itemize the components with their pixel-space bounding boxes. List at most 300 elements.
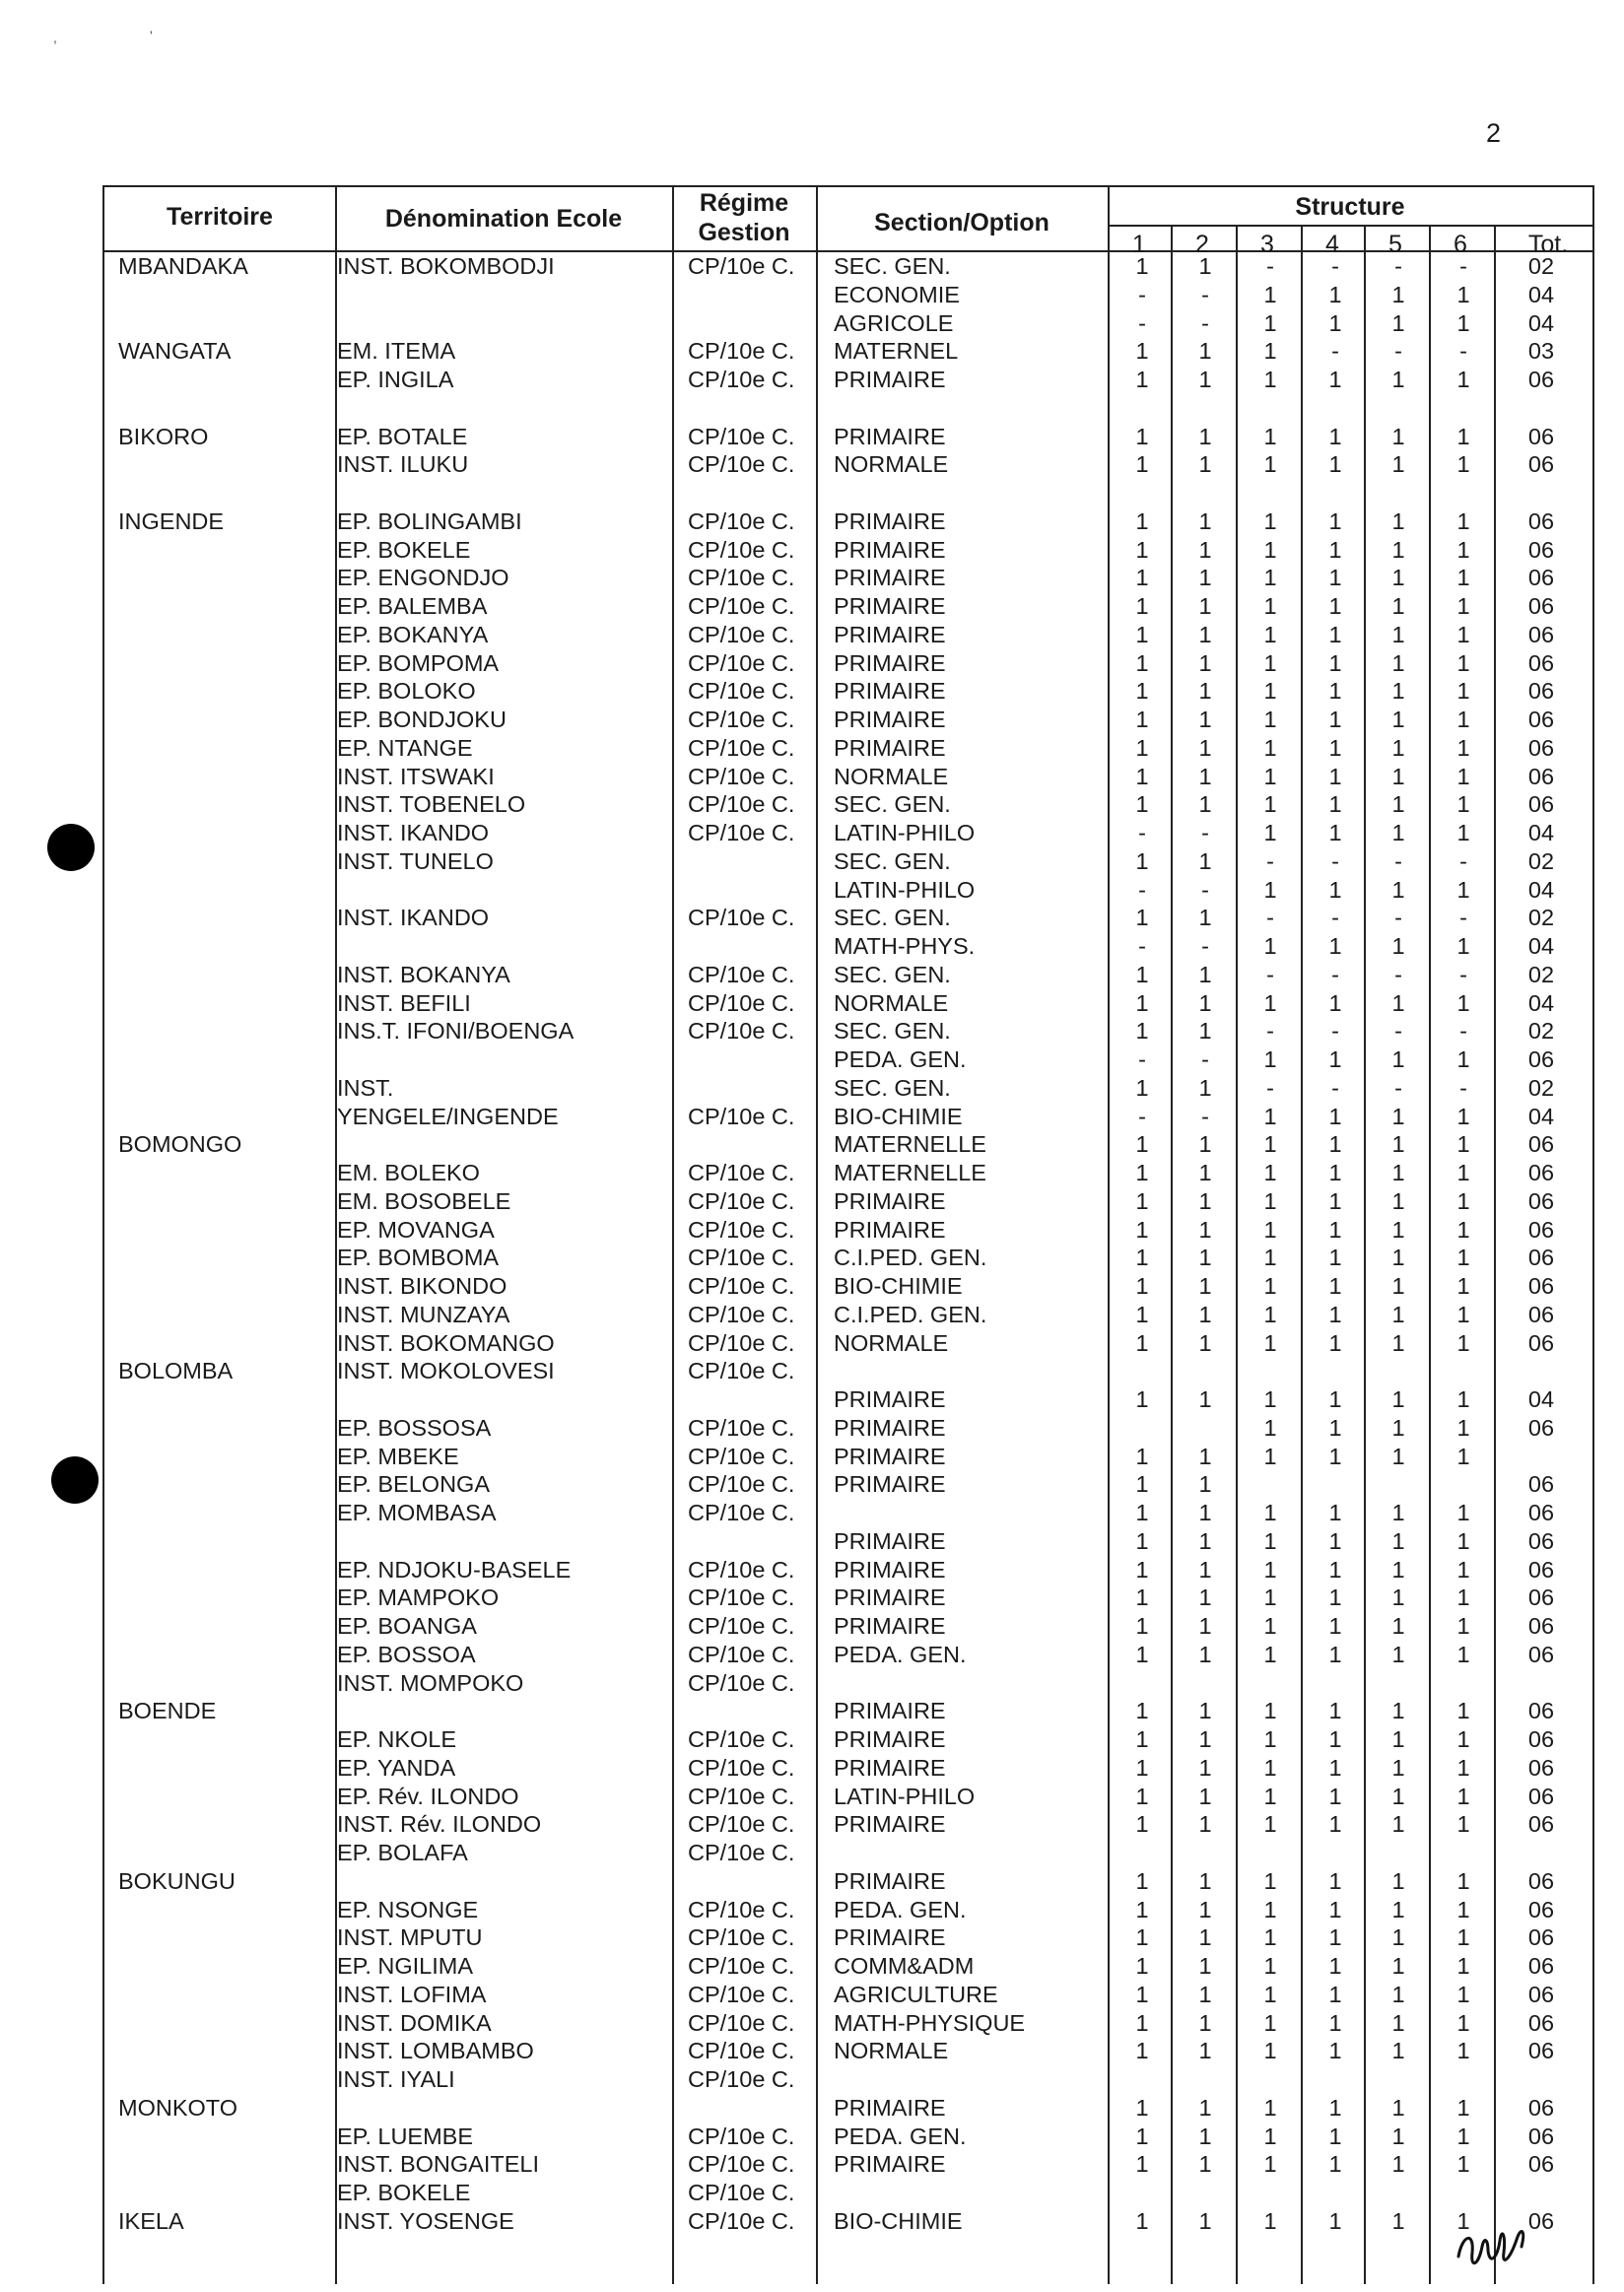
cell-year-3: 1 (1263, 1726, 1277, 1752)
cell-year-1: 1 (1135, 1471, 1149, 1498)
cell-territoire: BOLOMBA (118, 1358, 234, 1384)
table-body (104, 252, 1592, 2236)
cell-section: NORMALE (834, 2038, 949, 2064)
cell-total: 06 (1527, 2009, 1555, 2036)
cell-year-4: 1 (1328, 678, 1342, 705)
cell-year-5: 1 (1391, 1556, 1405, 1583)
cell-year-3: 1 (1263, 423, 1277, 449)
cell-total: 06 (1527, 707, 1555, 732)
cell-regime: CP/10e C. (688, 1471, 795, 1498)
cell-year-3: 1 (1263, 1924, 1277, 1951)
cell-year-6: 1 (1456, 593, 1470, 619)
cell-year-4: 1 (1328, 989, 1342, 1016)
cell-year-4: 1 (1328, 1386, 1342, 1412)
cell-year-5: 1 (1391, 281, 1405, 307)
cell-regime: CP/10e C. (688, 1245, 795, 1271)
cell-total: 06 (1527, 1698, 1555, 1724)
table-row (104, 2094, 1592, 2123)
cell-year-6: 1 (1456, 451, 1470, 478)
cell-year-3: 1 (1263, 678, 1277, 705)
cell-year-5: 1 (1391, 536, 1405, 563)
cell-year-6: 1 (1456, 1783, 1470, 1809)
table-row (104, 1527, 1592, 1556)
cell-section: NORMALE (834, 763, 949, 789)
header-structure: Structure (1295, 193, 1405, 221)
cell-year-6: 1 (1456, 565, 1470, 591)
cell-year-2: 1 (1198, 2094, 1212, 2121)
cell-regime: CP/10e C. (688, 1840, 795, 1865)
cell-year-1: 1 (1135, 451, 1149, 478)
cell-year-1: 1 (1135, 1160, 1149, 1185)
cell-total: 06 (1527, 678, 1555, 705)
cell-year-4: 1 (1328, 565, 1342, 591)
cell-year-1: 1 (1135, 2151, 1149, 2178)
cell-section: PRIMAIRE (834, 536, 946, 563)
cell-year-6: 1 (1456, 2151, 1470, 2178)
cell-year-3: 1 (1263, 1414, 1277, 1441)
cell-section: PEDA. GEN. (834, 1641, 967, 1667)
cell-section: PRIMAIRE (834, 565, 946, 591)
cell-year-1: 1 (1135, 678, 1149, 705)
table-row (104, 450, 1592, 479)
cell-year-4: 1 (1328, 1414, 1342, 1441)
cell-denomination: EP. Rév. ILONDO (337, 1783, 519, 1809)
cell-year-2: 1 (1198, 536, 1212, 563)
cell-year-6: 1 (1456, 1527, 1470, 1554)
cell-year-1: 1 (1135, 1726, 1149, 1752)
cell-section: MATH-PHYS. (834, 933, 976, 959)
cell-year-2: 1 (1198, 734, 1212, 761)
cell-regime: CP/10e C. (688, 1953, 795, 1979)
cell-year-1: 1 (1135, 1301, 1149, 1327)
page-number: 2 (1486, 118, 1502, 148)
cell-year-2: 1 (1198, 1811, 1212, 1838)
cell-year-4: 1 (1328, 1754, 1342, 1781)
table-row (104, 2123, 1592, 2151)
cell-year-4: - (1331, 253, 1339, 279)
cell-year-2: 1 (1198, 1471, 1212, 1498)
cell-year-2: 1 (1198, 1386, 1212, 1412)
cell-year-6: 1 (1456, 1301, 1470, 1327)
cell-year-3: 1 (1263, 2038, 1277, 2064)
table-row (104, 1839, 1592, 1867)
cell-total: 06 (1527, 1924, 1555, 1951)
cell-year-2: 1 (1198, 1867, 1212, 1894)
cell-year-1: 1 (1135, 253, 1149, 279)
cell-year-4: 1 (1328, 649, 1342, 676)
cell-year-3: 1 (1263, 2094, 1277, 2121)
cell-year-4: 1 (1328, 1953, 1342, 1979)
cell-total: 06 (1527, 2038, 1555, 2064)
cell-section: BIO-CHIMIE (834, 1273, 963, 1299)
cell-total: 04 (1527, 309, 1555, 336)
cell-year-3: 1 (1263, 1556, 1277, 1583)
cell-total: 06 (1527, 1981, 1555, 2007)
cell-year-5: 1 (1391, 1896, 1405, 1922)
cell-section: PRIMAIRE (834, 707, 946, 732)
cell-year-1: 1 (1135, 338, 1149, 365)
header-year-4: 4 (1325, 231, 1339, 258)
cell-year-4: 1 (1328, 1216, 1342, 1243)
cell-year-1: 1 (1135, 423, 1149, 449)
cell-year-3: 1 (1263, 1103, 1277, 1129)
cell-section: PRIMAIRE (834, 678, 946, 705)
cell-section: PRIMAIRE (834, 1414, 946, 1441)
cell-denomination: EP. MAMPOKO (337, 1584, 500, 1611)
cell-section: PRIMAIRE (834, 649, 946, 676)
cell-year-3: 1 (1263, 707, 1277, 732)
cell-section: PRIMAIRE (834, 621, 946, 647)
cell-regime: CP/10e C. (688, 2180, 795, 2205)
cell-total: 06 (1527, 2094, 1555, 2121)
cell-year-5: 1 (1391, 1386, 1405, 1412)
table-row (104, 2150, 1592, 2179)
cell-year-2: 1 (1198, 367, 1212, 392)
cell-regime: CP/10e C. (688, 423, 795, 449)
cell-year-2: 1 (1198, 1216, 1212, 1243)
cell-year-2: 1 (1198, 451, 1212, 478)
cell-year-4: 1 (1328, 507, 1342, 534)
cell-year-4: 1 (1328, 1981, 1342, 2007)
cell-year-1: 1 (1135, 1698, 1149, 1724)
cell-year-5: 1 (1391, 1698, 1405, 1724)
cell-year-3: - (1266, 961, 1274, 987)
cell-year-6: 1 (1456, 649, 1470, 676)
cell-year-3: 1 (1263, 621, 1277, 647)
cell-year-2: 1 (1198, 678, 1212, 705)
cell-year-1: 1 (1135, 1386, 1149, 1412)
cell-regime: CP/10e C. (688, 1103, 795, 1129)
table-row (104, 1981, 1592, 2009)
cell-denomination: INST. MPUTU (337, 1924, 483, 1951)
cell-year-4: 1 (1328, 1160, 1342, 1185)
cell-year-4: 1 (1328, 1641, 1342, 1667)
cell-year-1: 1 (1135, 565, 1149, 591)
cell-year-6: 1 (1456, 1414, 1470, 1441)
cell-year-6: 1 (1456, 309, 1470, 336)
cell-year-4: 1 (1328, 593, 1342, 619)
cell-year-2: 1 (1198, 423, 1212, 449)
cell-year-1: 1 (1135, 961, 1149, 987)
cell-territoire: WANGATA (118, 338, 232, 365)
cell-year-6: 1 (1456, 1386, 1470, 1412)
cell-year-5: 1 (1391, 451, 1405, 478)
cell-denomination: EP. MOVANGA (337, 1216, 495, 1243)
cell-year-6: 1 (1456, 423, 1470, 449)
cell-year-5: 1 (1391, 1443, 1405, 1469)
cell-regime: CP/10e C. (688, 1783, 795, 1809)
cell-year-3: 1 (1263, 451, 1277, 478)
cell-year-3: 1 (1263, 1131, 1277, 1158)
cell-regime: CP/10e C. (688, 1896, 795, 1922)
cell-year-4: 1 (1328, 1443, 1342, 1469)
cell-year-5: 1 (1391, 678, 1405, 705)
cell-year-3: 1 (1263, 2207, 1277, 2234)
cell-year-4: 1 (1328, 423, 1342, 449)
table-row (104, 507, 1592, 536)
cell-year-6: 1 (1456, 1329, 1470, 1356)
table-row (104, 1669, 1592, 1698)
cell-denomination: INST. BIKONDO (337, 1273, 508, 1299)
table-row (104, 1187, 1592, 1216)
cell-year-3: 1 (1263, 1160, 1277, 1185)
cell-regime: CP/10e C. (688, 734, 795, 761)
cell-year-1: 1 (1135, 707, 1149, 732)
cell-year-3: 1 (1263, 1216, 1277, 1243)
cell-year-3: 1 (1263, 507, 1277, 534)
cell-year-1: 1 (1135, 536, 1149, 563)
cell-year-6: 1 (1456, 2038, 1470, 2064)
cell-section: SEC. GEN. (834, 1018, 951, 1045)
cell-denomination: INST. BEFILI (337, 989, 471, 1016)
cell-denomination: EP. BELONGA (337, 1471, 490, 1498)
cell-year-4: 1 (1328, 1896, 1342, 1922)
cell-year-6: 1 (1456, 1726, 1470, 1752)
cell-denomination: INST. Rév. ILONDO (337, 1811, 542, 1838)
cell-year-3: 1 (1263, 1386, 1277, 1412)
cell-total: 06 (1527, 649, 1555, 676)
cell-year-1: 1 (1135, 763, 1149, 789)
cell-regime: CP/10e C. (688, 1726, 795, 1752)
cell-total: 06 (1527, 1245, 1555, 1271)
cell-regime: CP/10e C. (688, 678, 795, 705)
table-row (104, 1754, 1592, 1783)
cell-year-4: 1 (1328, 621, 1342, 647)
header-year-3: 3 (1260, 231, 1274, 258)
cell-denomination: INST. TOBENELO (337, 791, 526, 818)
cell-year-4: 1 (1328, 876, 1342, 903)
cell-year-6: 1 (1456, 1245, 1470, 1271)
cell-year-4: 1 (1328, 1527, 1342, 1554)
cell-total: 06 (1527, 763, 1555, 789)
cell-year-2: 1 (1198, 338, 1212, 365)
cell-year-1: 1 (1135, 1245, 1149, 1271)
cell-year-1: 1 (1135, 2038, 1149, 2064)
cell-year-5: 1 (1391, 734, 1405, 761)
cell-year-5: 1 (1391, 791, 1405, 818)
cell-year-1: 1 (1135, 2009, 1149, 2036)
cell-section: SEC. GEN. (834, 253, 951, 279)
cell-total: 02 (1527, 1074, 1555, 1101)
cell-year-2: - (1201, 820, 1209, 845)
cell-year-1: - (1138, 820, 1146, 845)
cell-regime: CP/10e C. (688, 791, 795, 818)
cell-year-1: 1 (1135, 507, 1149, 534)
cell-year-1: 1 (1135, 847, 1149, 874)
cell-year-2: 1 (1198, 1273, 1212, 1299)
table-row (104, 592, 1592, 621)
cell-year-4: 1 (1328, 1867, 1342, 1894)
cell-year-1: 1 (1135, 905, 1149, 931)
cell-total: 06 (1527, 565, 1555, 591)
cell-year-1: 1 (1135, 649, 1149, 676)
cell-denomination: INST. (337, 1074, 394, 1101)
cell-year-4: 1 (1328, 451, 1342, 478)
cell-regime: CP/10e C. (688, 1187, 795, 1214)
cell-year-6: 1 (1456, 1584, 1470, 1611)
cell-year-6: - (1459, 961, 1467, 987)
cell-total: 06 (1527, 791, 1555, 818)
table-row (104, 564, 1592, 592)
cell-regime: CP/10e C. (688, 1556, 795, 1583)
table-row (104, 1867, 1592, 1896)
cell-total: 06 (1527, 734, 1555, 761)
cell-territoire: BOMONGO (118, 1131, 242, 1158)
cell-denomination: INST. ITSWAKI (337, 763, 495, 789)
cell-regime: CP/10e C. (688, 2009, 795, 2036)
cell-denomination: INST. LOMBAMBO (337, 2038, 534, 2064)
table-row (104, 1783, 1592, 1811)
cell-total: 06 (1527, 1527, 1555, 1554)
cell-total: 06 (1527, 2207, 1555, 2234)
cell-year-4: 1 (1328, 1613, 1342, 1639)
table-row (104, 1556, 1592, 1584)
cell-year-6: 1 (1456, 791, 1470, 818)
header-year-5: 5 (1388, 231, 1402, 258)
table-row (104, 1017, 1592, 1045)
cell-year-5: 1 (1391, 1131, 1405, 1158)
cell-year-6: 1 (1456, 1131, 1470, 1158)
cell-year-6: 1 (1456, 507, 1470, 534)
cell-year-1: 1 (1135, 1867, 1149, 1894)
cell-year-2: 1 (1198, 1924, 1212, 1951)
cell-year-3: 1 (1263, 565, 1277, 591)
cell-section: LATIN-PHILO (834, 1783, 976, 1809)
cell-denomination: INST. LOFIMA (337, 1981, 487, 2007)
table-row (104, 1470, 1592, 1499)
cell-regime: CP/10e C. (688, 1584, 795, 1611)
cell-year-5: 1 (1391, 1584, 1405, 1611)
cell-section: ECONOMIE (834, 281, 960, 307)
cell-year-3: 1 (1263, 1641, 1277, 1667)
cell-year-2: - (1201, 1046, 1209, 1072)
cell-year-6: 1 (1456, 2009, 1470, 2036)
cell-year-1: 1 (1135, 734, 1149, 761)
cell-year-4: 1 (1328, 1329, 1342, 1356)
cell-year-3: 1 (1263, 281, 1277, 307)
cell-year-4: 1 (1328, 1556, 1342, 1583)
table-row (104, 479, 1592, 507)
cell-denomination: EP. NSONGE (337, 1896, 479, 1922)
cell-year-3: 1 (1263, 2123, 1277, 2149)
cell-year-5: 1 (1391, 1500, 1405, 1525)
cell-section: NORMALE (834, 989, 949, 1016)
cell-denomination: EP. BONDJOKU (337, 707, 507, 732)
cell-year-2: 1 (1198, 2207, 1212, 2234)
cell-total: 04 (1527, 989, 1555, 1016)
cell-year-6: 1 (1456, 1867, 1470, 1894)
school-table (102, 185, 1594, 2284)
cell-denomination: INST. DOMIKA (337, 2009, 492, 2036)
cell-section: PRIMAIRE (834, 1726, 946, 1752)
cell-year-6: 1 (1456, 1698, 1470, 1724)
table-row (104, 252, 1592, 281)
cell-year-1: 1 (1135, 593, 1149, 619)
cell-denomination: EP. BOTALE (337, 423, 468, 449)
cell-year-5: 1 (1391, 1245, 1405, 1271)
table-row (104, 989, 1592, 1018)
cell-year-2: 1 (1198, 649, 1212, 676)
cell-year-1: 1 (1135, 1953, 1149, 1979)
cell-year-5: 1 (1391, 1527, 1405, 1554)
cell-denomination: EP. NGILIMA (337, 1953, 474, 1979)
cell-year-5: 1 (1391, 1187, 1405, 1214)
cell-year-3: - (1266, 1018, 1274, 1045)
cell-year-5: - (1394, 905, 1402, 931)
cell-year-4: 1 (1328, 281, 1342, 307)
cell-section: PRIMAIRE (834, 367, 946, 392)
cell-year-3: 1 (1263, 1584, 1277, 1611)
cell-section: PRIMAIRE (834, 1443, 946, 1469)
cell-year-6: 1 (1456, 989, 1470, 1016)
cell-year-4: 1 (1328, 1726, 1342, 1752)
cell-year-6: 1 (1456, 1046, 1470, 1072)
cell-section: AGRICULTURE (834, 1981, 998, 2007)
cell-year-2: 1 (1198, 1301, 1212, 1327)
cell-year-2: 1 (1198, 1783, 1212, 1809)
cell-total: 06 (1527, 1187, 1555, 1214)
cell-year-2: 1 (1198, 1131, 1212, 1158)
table-row (104, 876, 1592, 905)
cell-year-4: 1 (1328, 536, 1342, 563)
cell-year-6: 1 (1456, 876, 1470, 903)
cell-total: 06 (1527, 536, 1555, 563)
cell-regime: CP/10e C. (688, 1301, 795, 1327)
cell-year-6: 1 (1456, 2123, 1470, 2149)
cell-total: 02 (1527, 847, 1555, 874)
cell-denomination: EP. BOSSOSA (337, 1414, 492, 1441)
cell-year-6: 1 (1456, 367, 1470, 392)
cell-year-6: 1 (1456, 1103, 1470, 1129)
cell-regime: CP/10e C. (688, 1443, 795, 1469)
cell-denomination: EP. MOMBASA (337, 1500, 497, 1525)
cell-year-3: 1 (1263, 1500, 1277, 1525)
cell-year-2: 1 (1198, 1953, 1212, 1979)
cell-year-2: 1 (1198, 1187, 1212, 1214)
cell-denomination: INST. BOKOMBODJI (337, 253, 555, 279)
header-year-2: 2 (1195, 231, 1209, 258)
cell-year-3: 1 (1263, 338, 1277, 365)
cell-year-6: - (1459, 847, 1467, 874)
table-row (104, 1244, 1592, 1272)
cell-year-1: 1 (1135, 1924, 1149, 1951)
cell-year-4: 1 (1328, 1245, 1342, 1271)
cell-year-4: 1 (1328, 1698, 1342, 1724)
table-row (104, 847, 1592, 876)
cell-regime: CP/10e C. (688, 565, 795, 591)
cell-denomination: INST. IYALI (337, 2066, 455, 2092)
header-regime: Régime (699, 189, 789, 217)
cell-year-1: 1 (1135, 1641, 1149, 1667)
cell-year-6: 1 (1456, 1811, 1470, 1838)
cell-denomination: EP. BOSSOA (337, 1641, 476, 1667)
cell-year-6: 1 (1456, 1924, 1470, 1951)
cell-year-4: - (1331, 847, 1339, 874)
cell-year-2: 1 (1198, 1641, 1212, 1667)
cell-year-5: 1 (1391, 763, 1405, 789)
cell-territoire: MONKOTO (118, 2094, 237, 2121)
cell-year-2: 1 (1198, 507, 1212, 534)
cell-year-5: 1 (1391, 367, 1405, 392)
cell-year-1: 1 (1135, 2207, 1149, 2234)
cell-denomination: EP. BOMPOMA (337, 649, 500, 676)
cell-total: 03 (1527, 338, 1555, 365)
cell-regime: CP/10e C. (688, 593, 795, 619)
cell-year-2: 1 (1198, 961, 1212, 987)
cell-year-4: - (1331, 338, 1339, 365)
cell-year-1: 1 (1135, 1443, 1149, 1469)
cell-year-2: 1 (1198, 707, 1212, 732)
